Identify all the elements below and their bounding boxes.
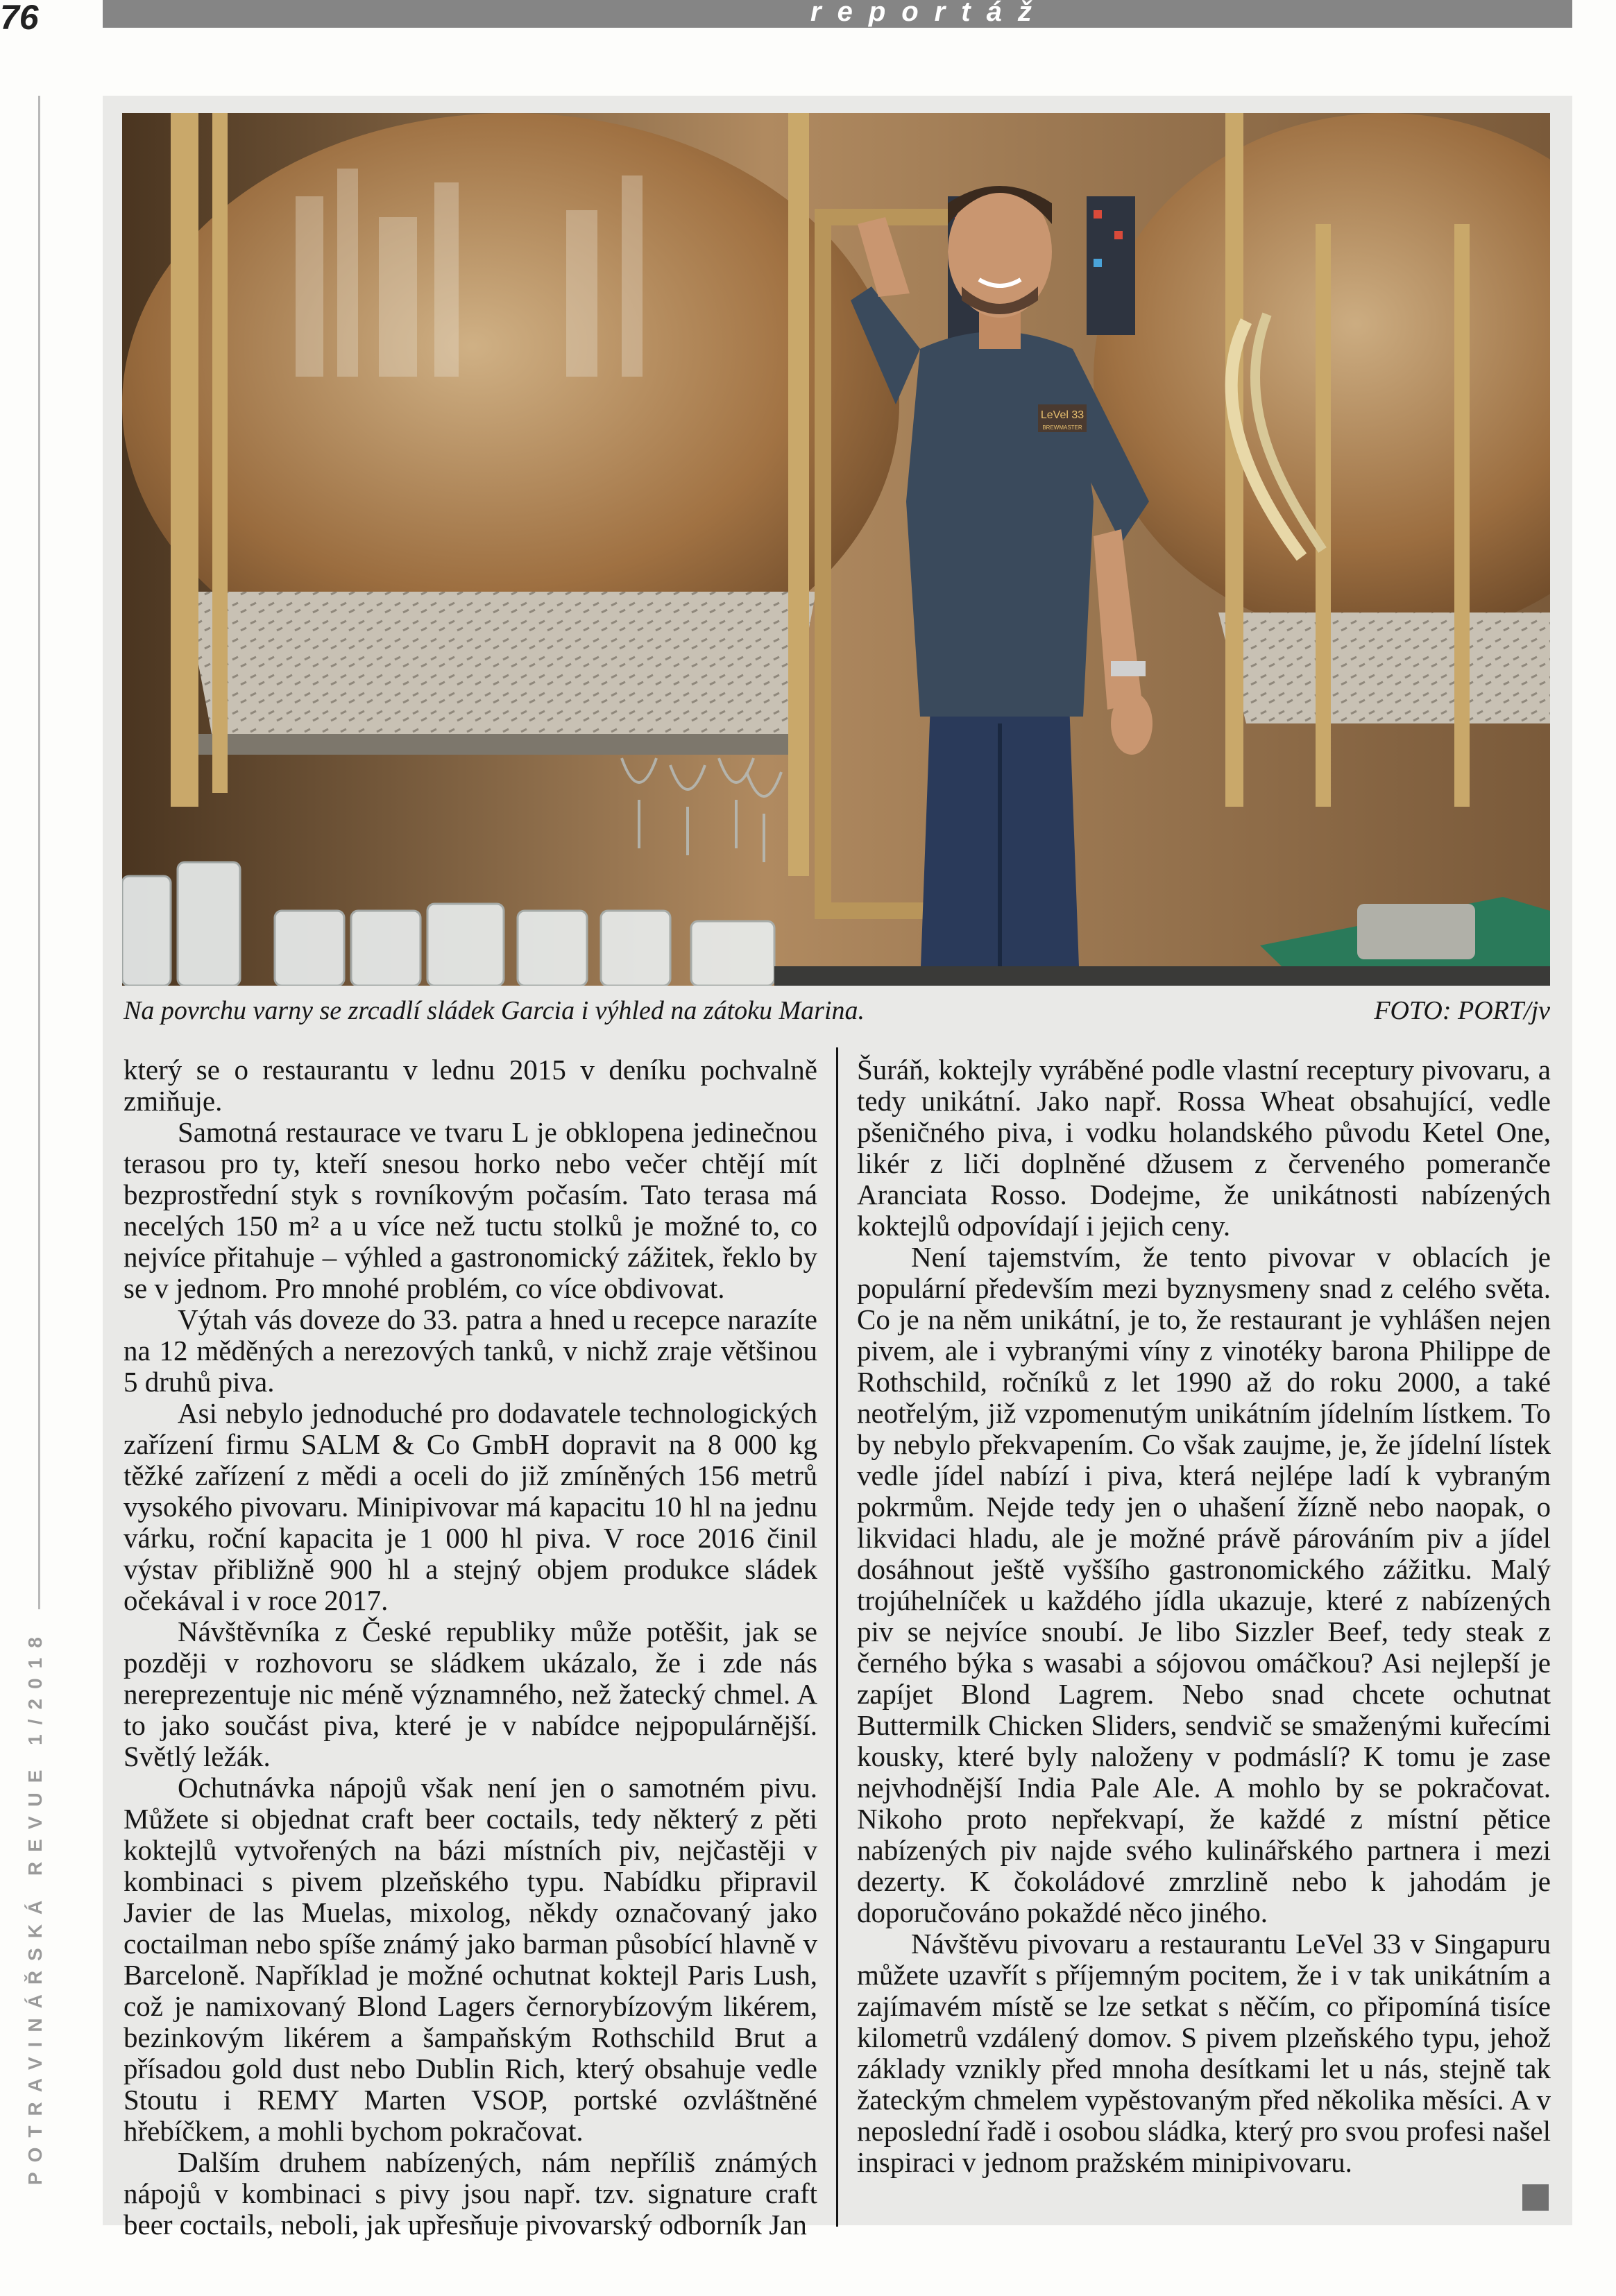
paragraph: Výtah vás doveze do 33. patra a hned u recepce narazíte na 12 měděných a nerezových tanků, v nichž zraje většinou 5 druhů piva.: [124, 1303, 817, 1398]
side-rule: [38, 96, 40, 1609]
paragraph: Návštěvníka z České republiky může potěšit, jak se později v rozhovoru se sládkem ukázalo, že i zde nás nereprezentuje nic méně významného, než žatecký chmel. A to jako součást piva, které je v nabídce nejpopulárnější. Světlý ležák.: [124, 1616, 817, 1772]
header-bar: [103, 0, 1572, 28]
paragraph: Šuráň, koktejly vyráběné podle vlastní receptury pivovaru, a tedy unikátní. Jako např. Rossa Wheat obsahující, vedle pšeničného piva, i vodku holandského původu Ketel One, likér z liči doplněné džusem z červeného pomeranče Aranciata Rosso. Dodejme, že unikátnosti nabízených koktejlů odpovídají i jejich ceny.: [857, 1054, 1551, 1242]
page-number: 76: [0, 0, 39, 37]
article-column-right: [857, 1054, 1551, 2178]
paragraph: Asi nebylo jednoduché pro dodavatele technologických zařízení firmu SALM & Co GmbH dopravit na 8 000 kg těžké zařízení z mědi a oceli do již zmíněných 156 metrů vysokého pivovaru. Minipivovar má kapacitu 10 hl na jednu várku, roční kapacita je 1 000 hl piva. V roce 2016 činil výstav přibližně 900 hl a stejný objem produkce sládek očekával i v roce 2017.: [124, 1397, 817, 1616]
section-label: reportáž: [810, 0, 1048, 27]
paragraph: Není tajemstvím, že tento pivovar v oblacích je populární především mezi byznysmeny snad z celého světa. Co je na něm unikátní, je to, že restaurant je vyhlášen nejen pivem, ale i vybranými víny z vinotéky barona Philippe de Rothschild, ročníků z let 1990 až do roku 2000, a také neotřelým, již vzpomenutým unikátním jídelním lístkem. To by nebylo překvapením. Co však zaujme, je, že jídelní lístek vedle jídel nabízí i piva, která nejlépe ladí k vybraným pokrmům. Nejde tedy jen o uhašení žízně nebo naopak, o likvidaci hladu, ale je možné právě párováním piv a jídel dosáhnout ještě vyššího gastronomického zážitku. Malý trojúhelníček u každého jídla ukazuje, které z nabízených piv se nejvíce snoubí. Je libo Sizzler Beef, tedy steak z černého býka s wasabi a sójovou omáčkou? Asi nejlepší je zapíjet Blond Lagrem. Nebo snad chcete ochutnat Buttermilk Chicken Sliders, sendvič se smaženými kuřecími kousky, které byly naloženy v podmáslí? K tomu je zase nejvhodnější India Pale Ale. A mohlo by se pokračovat. Nikoho proto nepřekvapí, že každé z místní pětice nabízených piv najde svého kulinářského partnera i mezi dezerty. K čokoládové zmrzlině nebo k jahodám je doporučováno pokaždé něco jiného.: [857, 1241, 1551, 1928]
paragraph: Ochutnávka nápojů však není jen o samotném pivu. Můžete si objednat craft beer coctails, tedy některý z pěti koktejlů vytvořených na bázi místních piv, nejčastěji v kombinaci s pivem plzeňského typu. Nabídku připravil Javier de las Muelas, mixolog, někdy označovaný jako coctailman nebo spíše známý jako barman působící hlavně v Barceloně. Například je možné ochutnat koktejl Paris Lush, což je namixovaný Blond Lagers černorybízovým likérem, bezinkovým likérem a šampaňským Rothschild Brut a přísadou gold dust nebo Dublin Rich, který obsahuje vedle Stoutu i REMY Marten VSOP, portské ozvláštněné hřebíčkem, a mohli bychom pokračovat.: [124, 1772, 817, 2147]
paragraph: Dalším druhem nabízených, nám nepříliš známých nápojů v kombinaci s pivy jsou např. tzv. signature craft beer coctails, neboli, jak upřesňuje pivovarský odborník Jan: [124, 2146, 817, 2241]
shirt-badge-subtext: BREWMASTER: [1042, 425, 1082, 431]
caption-text: Na povrchu varny se zrcadlí sládek Garcia i výhled na zátoku Marina.: [124, 996, 865, 1025]
article-column-left: [124, 1054, 817, 2241]
shirt-badge: LeVel 33: [1040, 409, 1085, 421]
photo-caption: [124, 993, 1550, 1028]
paragraph: Samotná restaurace ve tvaru L je obklopena jedinečnou terasou pro ty, kteří snesou horko nebo večer chtějí mít bezprostřední styk s rovníkovým počasím. Tato terasa má necelých 150 m² a u více než tuctu stolků je možné to, co nejvíce přitahuje – výhled a gastronomický zážitek, řeklo by se v jednom. Pro mnohé problém, co více obdivovat.: [124, 1116, 817, 1304]
end-of-article-mark: [1522, 2184, 1549, 2211]
column-divider: [836, 1047, 838, 2227]
article-photo: [122, 113, 1550, 986]
photo-credit: FOTO: PORT/jv: [1374, 996, 1550, 1025]
paragraph: Návštěvu pivovaru a restaurantu LeVel 33 v Singapuru můžete uzavřít s příjemným pocitem, že i v tak unikátním a zajímavém místě se lze setkat s něčím, co připomíná tisíce kilometrů vzdálený domov. S pivem plzeňského typu, jehož základy vznikly před mnoha desítkami let u nás, stejně tak žateckým chmelem vypěstovaným před několika měsíci. A v neposlední řadě i osobou sládka, který pro svou profesi našel inspiraci v jednom pražském minipivovaru.: [857, 1928, 1551, 2178]
publication-label: POTRAVINÁŘSKÁ REVUE 1/2018: [24, 1627, 46, 2185]
paragraph: který se o restaurantu v lednu 2015 v deníku pochvalně zmiňuje.: [124, 1054, 817, 1117]
